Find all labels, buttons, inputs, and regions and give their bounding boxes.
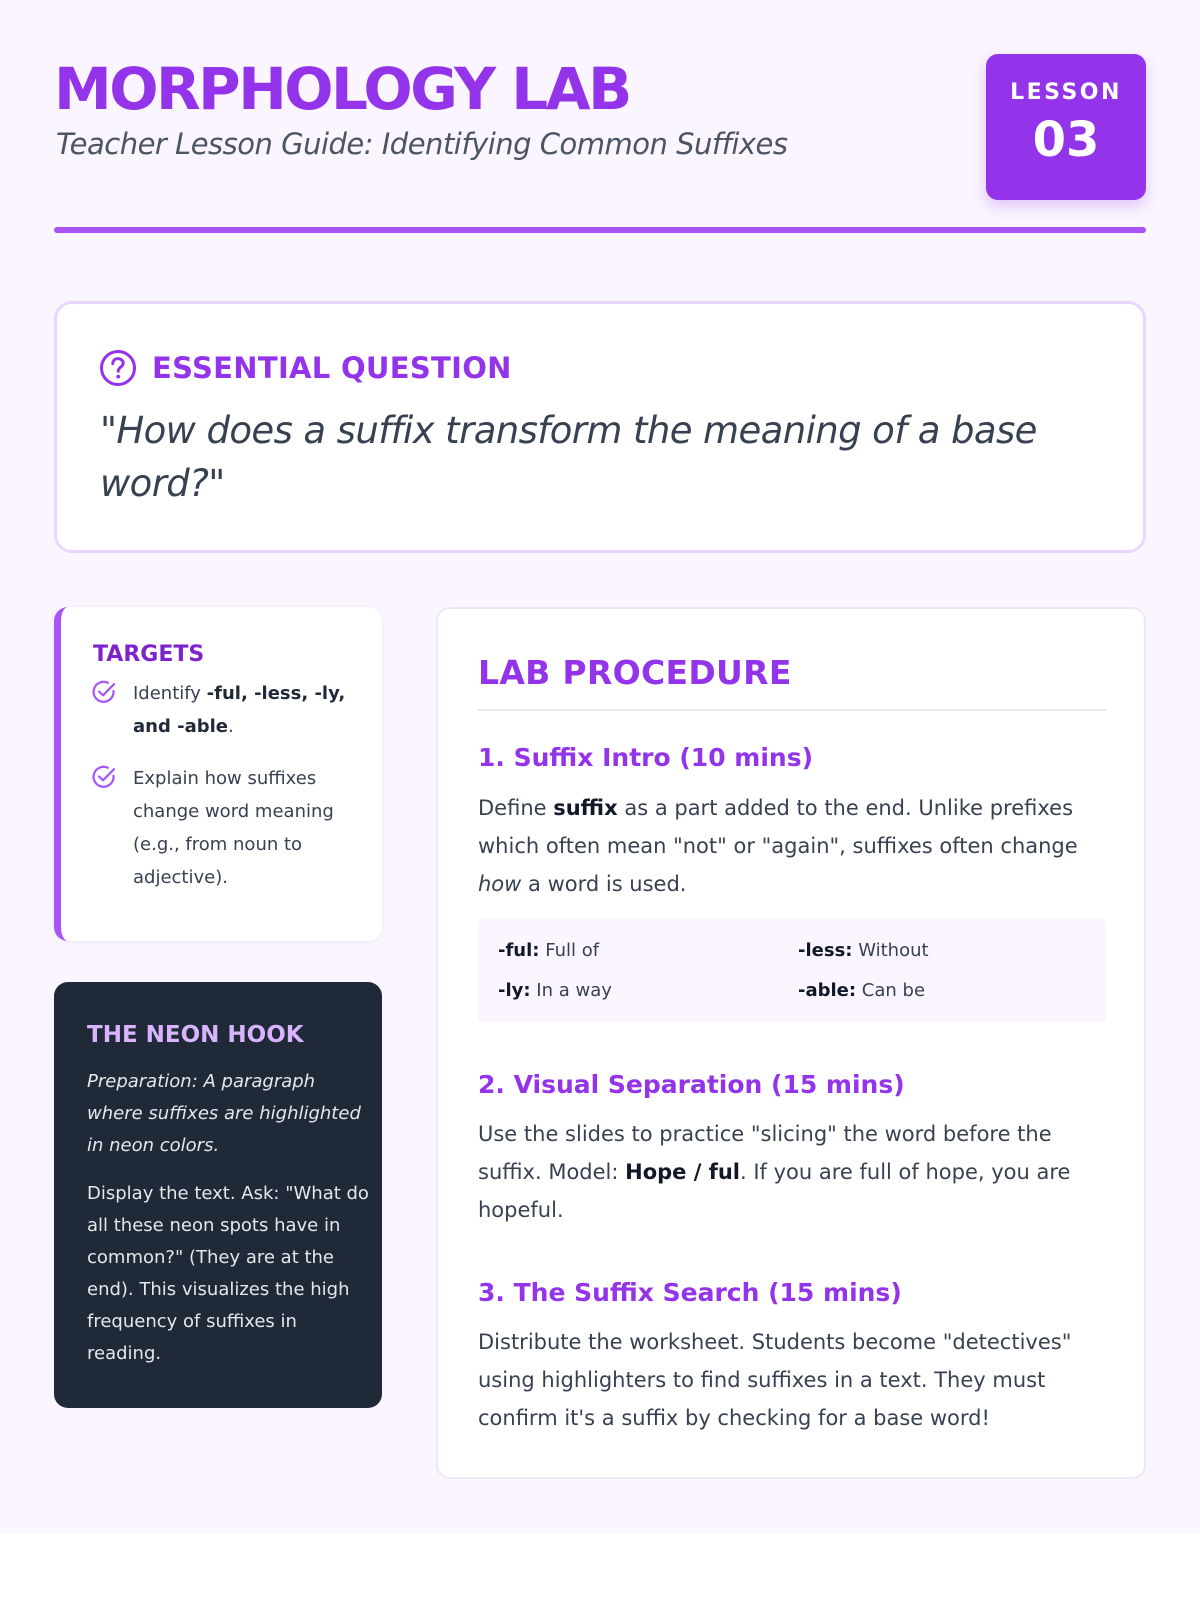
step-heading: 2. Visual Separation (15 mins) bbox=[478, 1070, 905, 1099]
step-text: Use the slides to practice "slicing" the word before the suffix. Model: Hope / ful. If you are full of hope, you are hopeful. bbox=[478, 1122, 1071, 1222]
page-subtitle: Teacher Lesson Guide: Identifying Common Suffixes bbox=[56, 127, 788, 161]
neon-hook-preparation: Preparation: A paragraph where suffixes are highlighted in neon colors. bbox=[87, 1071, 361, 1156]
header bbox=[54, 54, 1146, 234]
step-heading: 1. Suffix Intro (10 mins) bbox=[478, 743, 814, 772]
question-circle-icon bbox=[99, 349, 137, 387]
lesson-label: LESSON bbox=[1010, 80, 1122, 105]
check-circle-icon bbox=[91, 679, 117, 705]
suffix-entry: -less: Without bbox=[798, 940, 929, 961]
essential-question-text: "How does a suffix transform the meaning of a base word?" bbox=[100, 409, 1037, 505]
targets-title: TARGETS bbox=[93, 642, 205, 667]
target-text: Identify -ful, -less, -ly, and -able. bbox=[133, 683, 346, 737]
neon-hook-body: Display the text. Ask: "What do all these neon spots have in common?" (They are at the end). This visualizes the high frequency of suffixes in reading. bbox=[87, 1183, 369, 1364]
page-title: MORPHOLOGY LAB bbox=[54, 55, 630, 123]
step-text: Distribute the worksheet. Students become "detectives" using highlighters to find suffixes in a text. They must confirm it's a suffix by checking for a base word! bbox=[478, 1330, 1072, 1430]
check-circle-icon bbox=[91, 764, 117, 790]
suffix-entry: -ful: Full of bbox=[498, 940, 600, 961]
targets-card bbox=[54, 607, 382, 941]
lab-procedure-card bbox=[436, 607, 1146, 1479]
step-text: Define suffix as a part added to the end. Unlike prefixes which often mean "not" or "again", suffixes often change how a word is used. bbox=[478, 796, 1078, 896]
neon-hook-card bbox=[54, 982, 382, 1408]
essential-question-label: ESSENTIAL QUESTION bbox=[152, 351, 512, 385]
step-heading: 3. The Suffix Search (15 mins) bbox=[478, 1278, 902, 1307]
suffix-entry: -ly: In a way bbox=[498, 980, 612, 1001]
procedure-divider bbox=[478, 709, 1106, 711]
neon-hook-title: THE NEON HOOK bbox=[87, 1022, 304, 1048]
suffix-entry: -able: Can be bbox=[798, 980, 926, 1001]
essential-question-card bbox=[54, 301, 1146, 553]
procedure-title: LAB PROCEDURE bbox=[478, 653, 792, 692]
target-suffix-list: -ful, -less, -ly, and -able bbox=[133, 683, 346, 737]
lesson-number: 03 bbox=[1032, 112, 1100, 168]
lesson-badge bbox=[986, 54, 1146, 200]
suffix-meanings-table bbox=[478, 918, 1106, 1023]
header-divider bbox=[54, 227, 1146, 233]
target-text: Explain how suffixes change word meaning (e.g., from noun to adjective). bbox=[133, 768, 334, 888]
